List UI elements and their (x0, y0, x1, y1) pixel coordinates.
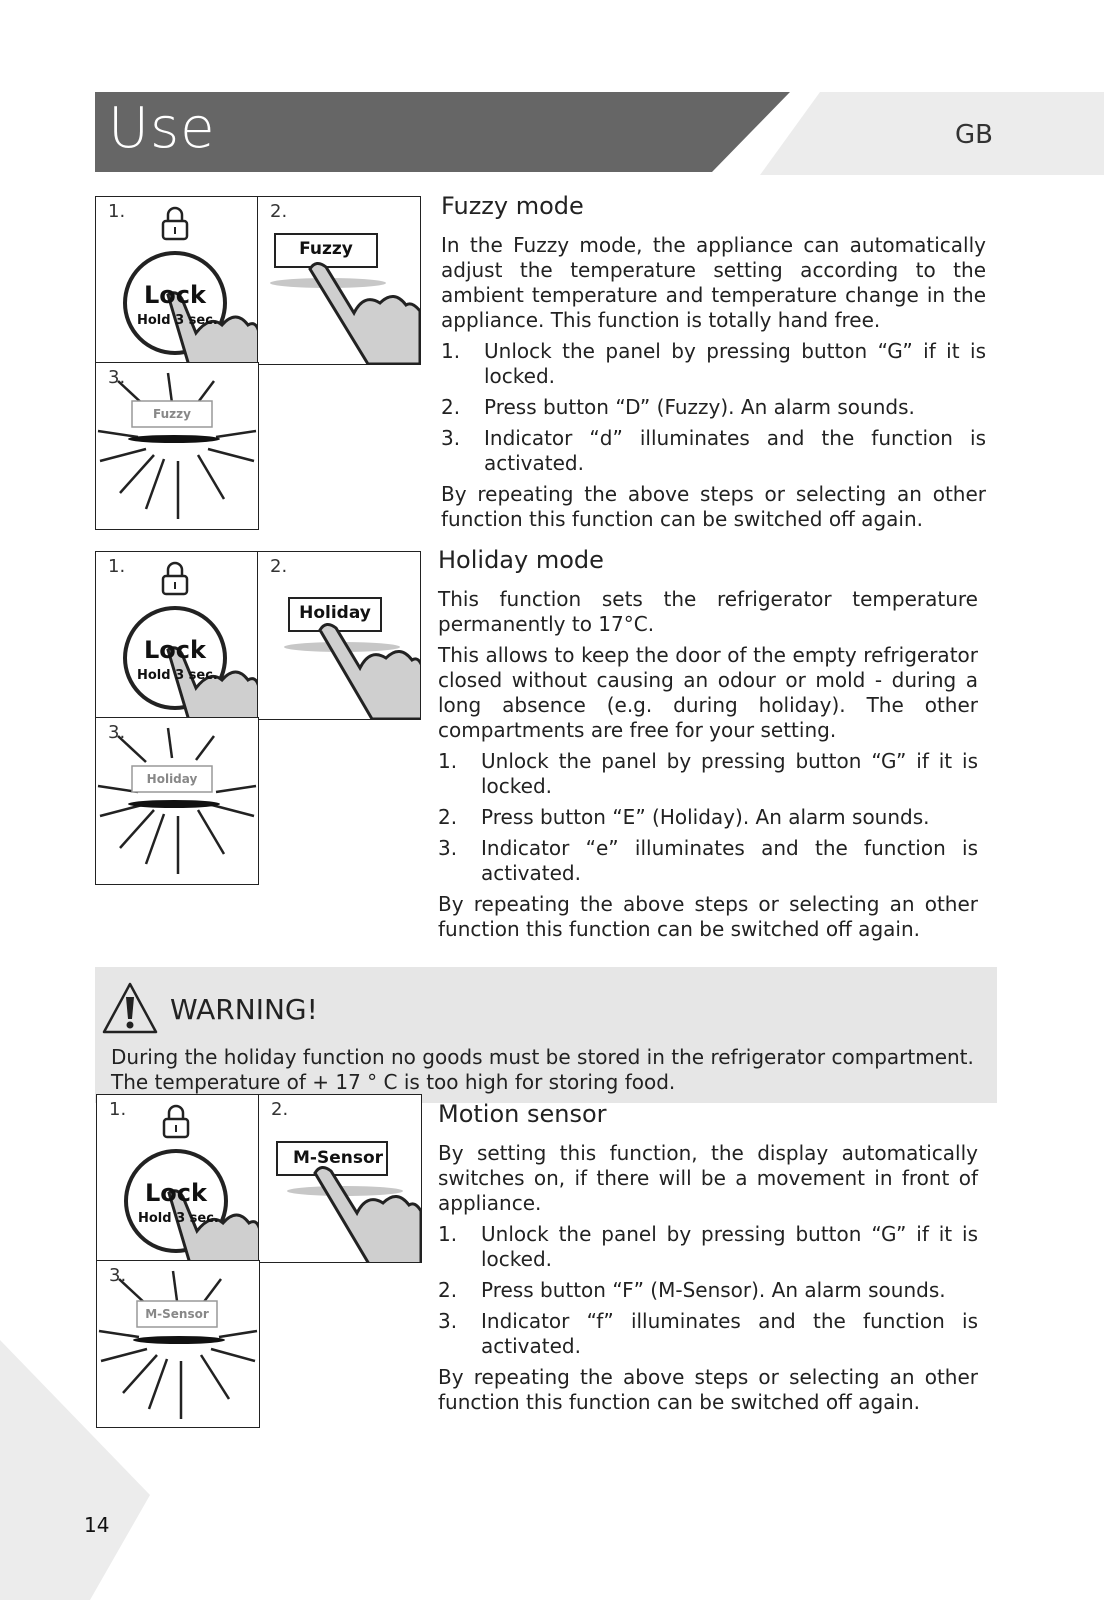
list-item: 1. Unlock the panel by pressing button “G” if it is locked. (441, 339, 986, 388)
step-number: 1. (109, 1099, 127, 1120)
language-code: GB (955, 120, 993, 150)
motion-section (438, 1100, 978, 1421)
list-item: 2. Press button “E” (Holiday). An alarm sounds. (438, 805, 930, 829)
fuzzy-section (441, 192, 986, 538)
padlock-icon (163, 563, 187, 594)
list-item: 3. Indicator “f” illuminates and the function is activated. (438, 1309, 978, 1358)
step-number: 3. (108, 722, 126, 743)
fuzzy-step1-panel (95, 196, 259, 365)
motion-intro: By setting this function, the display automatically switches on, if there will be a movement in front of appliance. (438, 1141, 978, 1215)
holiday-step3-panel (95, 717, 259, 885)
step-number: 3. (109, 1265, 127, 1286)
list-item: 3. Indicator “d” illuminates and the function is activated. (441, 426, 986, 475)
fuzzy-step2-panel (257, 196, 421, 365)
step-number: 2. (270, 556, 288, 577)
lock-label: Lock (145, 1179, 207, 1207)
holiday-outro: By repeating the above steps or selecting an other function this function can be switched off again. (438, 892, 978, 941)
holiday-button-label: Holiday (299, 603, 371, 623)
list-item: 2. Press button “F” (M-Sensor). An alarm sounds. (438, 1278, 946, 1302)
list-item: 1. Unlock the panel by pressing button “G” if it is locked. (438, 1222, 978, 1271)
motion-outro: By repeating the above steps or selecting an other function this function can be switched off again. (438, 1365, 978, 1414)
holiday-intro-1: This function sets the refrigerator temperature permanently to 17°C. (438, 587, 978, 636)
holiday-intro-2: This allows to keep the door of the empty refrigerator closed without causing an odour or mold - during a long absence (e.g. during holiday). The other compartments are free for your setting. (438, 643, 978, 742)
warning-text: During the holiday function no goods must be stored in the refrigerator compartment. The temperature of + 17 ° C is too high for storing food. (111, 1045, 974, 1094)
list-item: 2. Press button “D” (Fuzzy). An alarm sounds. (441, 395, 915, 419)
warning-box (95, 967, 997, 1103)
holiday-step1-panel (95, 551, 259, 720)
holiday-step2-panel (257, 551, 421, 720)
holiday-heading: Holiday mode (438, 546, 604, 574)
lock-label: Lock (144, 281, 206, 309)
step-number: 3. (108, 367, 126, 388)
holiday-section (438, 546, 978, 948)
padlock-icon (164, 1106, 188, 1137)
step-number: 1. (108, 556, 126, 577)
step-number: 1. (108, 201, 126, 222)
holiday-indicator-label: Holiday (146, 772, 198, 786)
fuzzy-step3-panel (95, 362, 259, 530)
holiday-steps (438, 749, 978, 886)
hold-label: Hold 3 sec. (138, 1211, 219, 1226)
motion-step2-panel (258, 1094, 422, 1263)
step-number: 2. (270, 201, 288, 222)
fuzzy-indicator-label: Fuzzy (153, 407, 191, 421)
page-title: Use (108, 96, 216, 161)
fuzzy-outro: By repeating the above steps or selecting an other function this function can be switched off again. (441, 482, 986, 531)
msensor-button-label: M-Sensor (292, 1148, 384, 1168)
motion-heading: Motion sensor (438, 1100, 607, 1128)
motion-step1-panel (96, 1094, 260, 1263)
lock-label: Lock (144, 636, 206, 664)
hold-label: Hold 3 sec. (137, 668, 218, 683)
fuzzy-intro: In the Fuzzy mode, the appliance can automatically adjust the temperature setting according to the ambient temperature and temperature change in the appliance. This function is totally hand free. (441, 233, 986, 332)
fuzzy-heading: Fuzzy mode (441, 192, 584, 220)
hold-label: Hold 3 sec. (137, 313, 218, 328)
list-item: 1. Unlock the panel by pressing button “G” if it is locked. (438, 749, 978, 798)
step-number: 2. (271, 1099, 289, 1120)
msensor-indicator-label: M-Sensor (145, 1307, 209, 1321)
fuzzy-steps (441, 339, 986, 476)
page-number: 14 (84, 1513, 110, 1537)
fuzzy-button-label: Fuzzy (299, 239, 353, 259)
list-item: 3. Indicator “e” illuminates and the function is activated. (438, 836, 978, 885)
warning-icon (101, 981, 159, 1035)
padlock-icon (163, 208, 187, 239)
warning-title: WARNING! (170, 993, 318, 1026)
footer-tab-shape (0, 1330, 170, 1600)
motion-steps (438, 1222, 978, 1359)
